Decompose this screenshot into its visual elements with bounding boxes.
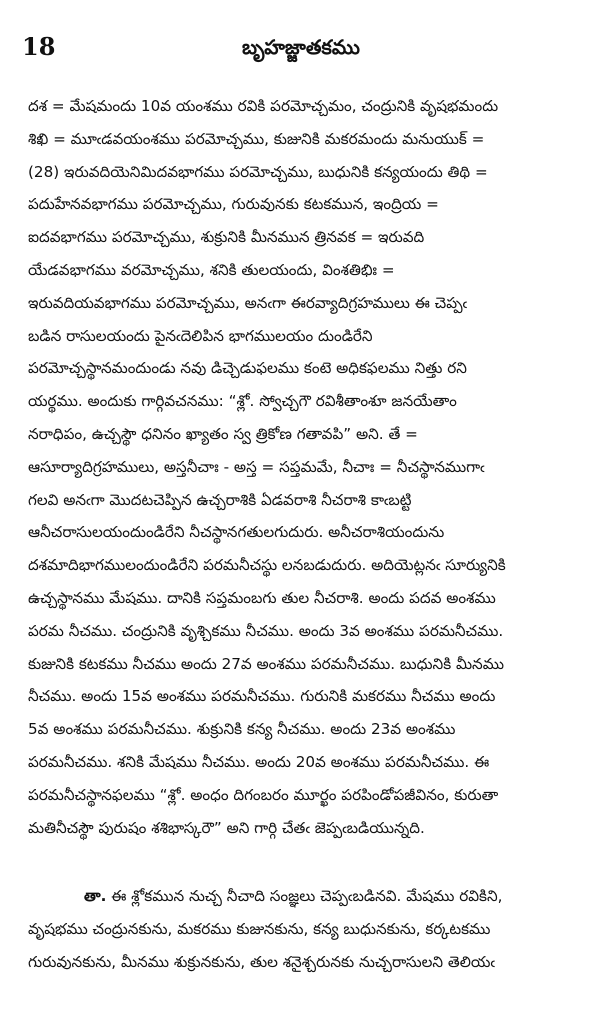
paragraph-summary [28,880,588,978]
text-line: శిఖి = మూఁడవయంశము పరమోచ్చము, కుజునికి మకరమందు మనుయుక్ = [28,129,485,148]
text-line: దశమాదిభాగములందుండిరేని పరమనీచస్థు లనబడుదురు. అదియెట్లనఁ సూర్యునికి [28,556,506,575]
text-line: పరమ నీచము. చంద్రునికి వృశ్చికము నీచము. అందు 3వ అంశము పరమనీచము. [28,621,504,640]
text-line: వృషభము చంద్రునకును, మకరము కుజునకును, కన్య బుధునకును, కర్కటకము [28,920,491,939]
text-line [28,880,588,913]
text-line: ఆనీచరాసులయందుండిరేని నీచస్థానగతులగుదురు. అనీచరాశియందును [28,523,445,542]
text-line: పరమోచ్చస్థానమందుండు నవు డిచ్చెడుఫలము కంటె అధికఫలము నిత్తు రని [28,359,467,378]
paragraph-explanation [28,90,588,844]
page-header [22,30,580,70]
running-title: బృహజ్జాతకము [242,35,360,59]
text-line: యర్థము. అందుకు గార్గివచనము: “శ్లో. స్వోచ్చగౌ రవిశీతాంశూ జనయేతాం [28,392,457,411]
text-line: గురువునకును, మీనము శుక్రునకును, తుల శనైశ్చరునకు నుచ్చరాసులని తెలియఁ [28,952,495,971]
text-line: పదుహేనవభాగము పరమోచ్చము, గురువునకు కటకమున, ఇంద్రియ = [28,195,439,214]
text-line: మతినీచస్థౌ పురుషం శశిభాస్కరౌ” అని గార్గి చేతఁ జెప్పఁబడియున్నది. [28,818,425,837]
text-line: ఉచ్చస్థానము మేషము. దానికి సప్తమంబగు తుల నీచరాశి. అందు పదవ అంశము [28,588,496,607]
text-line: ఇరువదియవభాగము పరమోచ్చము, అనఁగా ఈరవ్యాదిగ్రహములు ఈ చెప్పఁ [28,293,468,312]
text-line: పరమనీచము. శనికి మేషము నీచము. అందు 20వ అంశము పరమనీచము. ఈ [28,752,490,771]
summary-label: తా. [84,887,107,906]
paragraph-gap [28,844,588,880]
summary-first-line: ఈ శ్లోకమున నుచ్చ నీచాది సంజ్ఞలు చెప్పఁబడినవి. మేషము రవికిని, [106,887,503,906]
text-line: పరమనీచస్థానఫలము “శ్లో. అంధం దిగంబరం మూర్ఖం పరపిండోపజీవినం, కురుతా [28,785,499,804]
text-line: ఐదవభాగము పరమోచ్చము, శుక్రునికి మీనమున త్రినవక = ఇరువది [28,228,425,247]
text-line: ఆసూర్యాదిగ్రహములు, అస్తనీచాః - అస్త = సప్తమమే, నీచాః = నీచస్థానముగాఁ [28,457,485,476]
text-line: నీచము. అందు 15వ అంశము పరమనీచము. గురునికి మకరము నీచము అందు [28,687,496,706]
text-line: 5వ అంశము పరమనీచము. శుక్రునికి కన్య నీచము. అందు 23వ అంశము [28,720,456,739]
text-line: యేడవభాగము వరమోచ్చము, శనికి తులయందు, వింశతిభిః = [28,260,395,279]
text-line: నరాధిపం, ఉచ్చస్థౌ ధనినం ఖ్యాతం స్వ త్రికోణ గతావపి” అని. తే = [28,424,418,443]
page-number: 18 [22,32,56,61]
text-line: (28) ఇరువదియెనిమిదవభాగము పరమోచ్చము, బుధునికి కన్యయందు తిథి = [28,162,488,181]
body-text [28,90,588,979]
text-line: గలవి అనఁగా మొదటచెప్పిన ఉచ్చరాశికి ఏడవరాశి నీచరాశి కాఁబట్టి [28,490,412,509]
text-line: దశ = మేషమందు 10వ యంశము రవికి పరమోచ్చమం, చంద్రునికి వృషభమందు [28,97,499,115]
text-line: కుజునికి కటకము నీచము అందు 27వ అంశము పరమనీచము. బుధునికి మీనము [28,654,505,673]
text-line: బడిన రాసులయందు పైనఁదెలిపిన భాగములయం దుండిరేని [28,326,373,345]
